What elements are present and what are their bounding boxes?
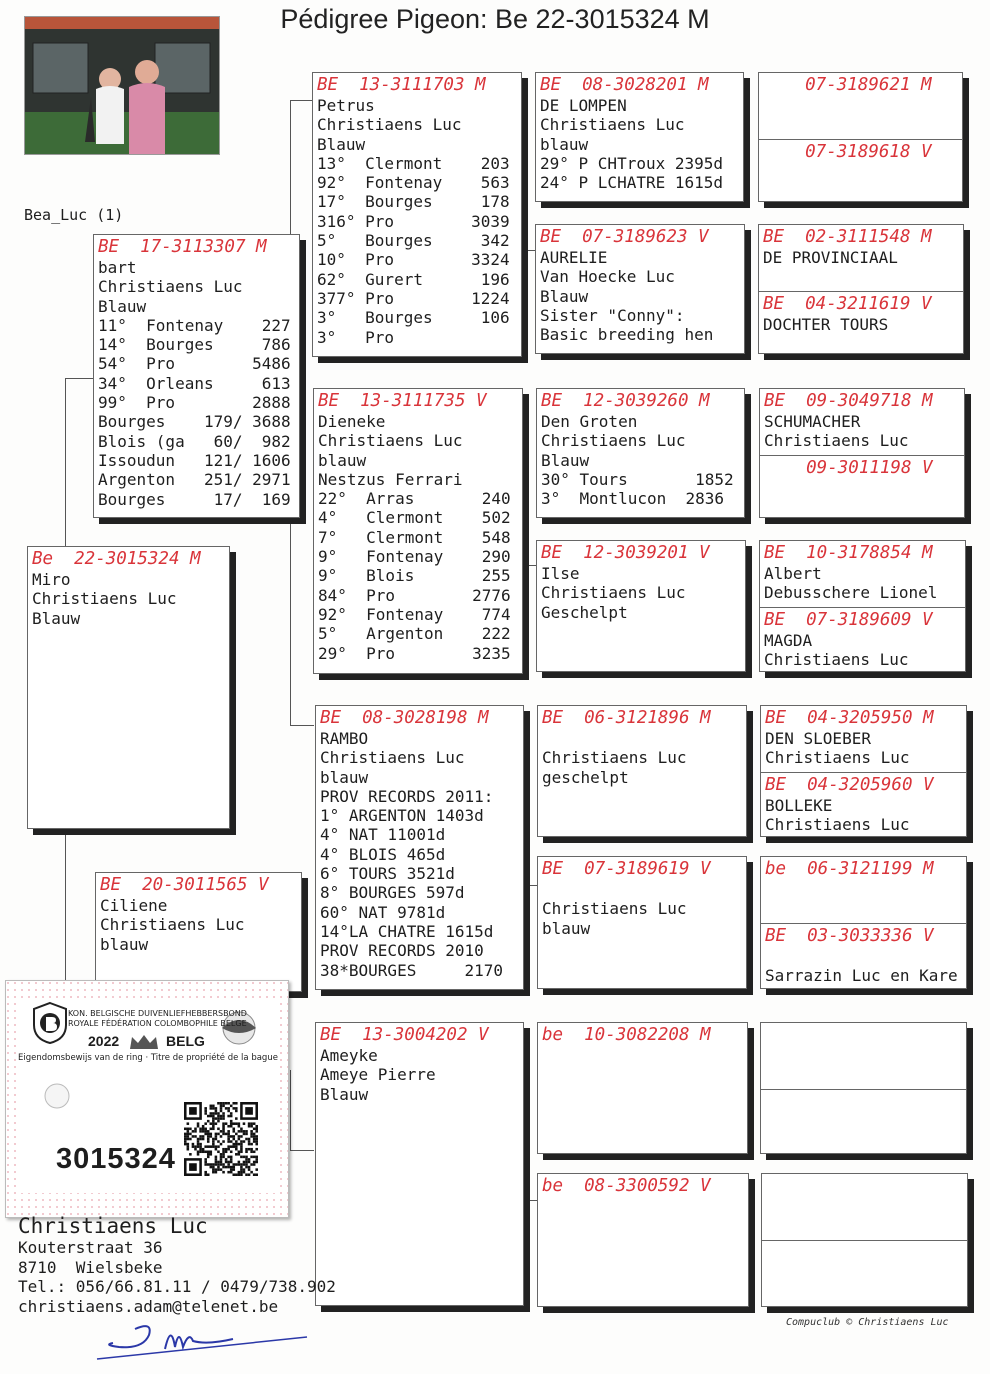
detail-line: Blauw (320, 1084, 369, 1104)
detail-line: Ilse (541, 564, 580, 583)
detail-line: 316° Pro 3039 (317, 211, 510, 231)
detail-line: DOCHTER TOURS (763, 315, 889, 334)
gen3-ring: be 08-3300592 V (542, 1176, 711, 1196)
gen4-details (765, 947, 962, 986)
detail-line: Christiaens Luc (540, 115, 685, 135)
federation-logo-icon (32, 1001, 68, 1045)
detail-line: 5° Bourges 342 (317, 231, 510, 251)
dam-details (100, 896, 297, 954)
bracket-line (290, 1070, 291, 1150)
gen3-ring: BE 06-3121896 M (542, 708, 711, 728)
gen2-card (312, 72, 522, 357)
gen4-ring: BE 10-3178854 M (764, 543, 933, 563)
subject-pigeon-card (27, 546, 230, 829)
gen3-card (535, 72, 744, 202)
detail-line: 34° Orleans 613 (98, 373, 291, 393)
detail-line: 3° Montlucon 2836 (541, 489, 725, 509)
detail-line: Blois (ga 60/ 982 (98, 431, 291, 451)
detail-line: 62° Gurert 196 (317, 269, 510, 289)
detail-line: 5° Argenton 222 (318, 624, 511, 644)
detail-line: Blauw (32, 608, 81, 628)
gen3-card (537, 1022, 748, 1154)
detail-line: Christiaens Luc (765, 815, 910, 835)
bracket-line (290, 516, 291, 726)
gen4-pair-card (758, 72, 963, 202)
card-country: BELG (166, 1033, 205, 1049)
detail-line: Sister "Conny": (540, 305, 685, 325)
detail-line: Nestzus Ferrari (318, 469, 463, 489)
detail-line: Ameye Pierre (320, 1065, 436, 1085)
owner-name: Christiaens Luc (18, 1214, 208, 1238)
detail-line: Christiaens Luc (764, 650, 909, 670)
federation-name-nl: KON. BELGISCHE DUIVENLIEFHEBBERSBOND (68, 1009, 247, 1018)
detail-line: Christiaens Luc (318, 431, 463, 451)
owner-address (18, 1214, 336, 1316)
detail-line: PROV RECORDS 2010 (320, 941, 484, 961)
gen4-details (764, 564, 961, 603)
detail-line: Christiaens Luc (542, 899, 687, 919)
detail-line: DEN SLOEBER (765, 729, 871, 748)
detail-line: Van Hoecke Luc (540, 267, 675, 287)
federation-name-fr: ROYALE FÉDÉRATION COLOMBOPHILE BELGE (68, 1019, 247, 1028)
gen4-ring: be 06-3121199 M (765, 859, 934, 879)
gen2-details (317, 96, 517, 347)
gen4-ring: BE 03-3033336 V (765, 926, 934, 946)
gen4-ring: BE 07-3189609 V (764, 610, 933, 630)
detail-line: 7° Clermont 548 (318, 527, 511, 547)
gen4-ring: 07-3189618 V (763, 142, 932, 162)
owner-tag: Bea_Luc (1) (24, 206, 124, 224)
gen4-details (764, 412, 960, 451)
gen2-card (315, 705, 524, 990)
gen3-card (536, 388, 745, 518)
detail-line: 29° Pro 3235 (318, 643, 511, 663)
bracket-line (65, 378, 66, 548)
detail-line: Blauw (98, 296, 147, 316)
detail-line (765, 947, 962, 966)
gen2-details (318, 412, 518, 663)
gen4-details (763, 248, 959, 267)
detail-line: blauw (318, 450, 367, 470)
detail-line: AURELIE (540, 248, 608, 267)
crown-icon (128, 1033, 160, 1051)
detail-line: 3° Pro (317, 327, 395, 347)
detail-line: Dieneke (318, 412, 386, 431)
owner-city: 8710 Wielsbeke (18, 1257, 163, 1277)
detail-line: blauw (540, 134, 589, 154)
dam-ring: BE 20-3011565 V (100, 875, 269, 895)
detail-line: geschelpt (542, 767, 629, 787)
detail-line: 38*BOURGES 2170 (320, 960, 504, 980)
gen2-card (315, 1022, 524, 1306)
gen4-ring: BE 04-3205960 V (765, 775, 934, 795)
gen3-card (537, 1173, 749, 1307)
detail-line: 99° Pro 2888 (98, 393, 291, 413)
detail-line: Christiaens Luc (100, 915, 245, 935)
gen4-ring: BE 04-3211619 V (763, 294, 932, 314)
detail-line: 4° Clermont 502 (318, 508, 511, 528)
detail-line: PROV RECORDS 2011: (320, 786, 494, 806)
bracket-line (290, 100, 314, 101)
detail-line: Albert (764, 564, 822, 583)
detail-line: blauw (542, 918, 591, 938)
detail-line: 92° Fontenay 563 (317, 173, 510, 193)
gen3-card (537, 856, 747, 989)
gen3-ring: BE 07-3189619 V (542, 859, 711, 879)
detail-line: Christiaens Luc (98, 277, 243, 297)
detail-line: 22° Arras 240 (318, 489, 511, 509)
gen4-details (763, 315, 959, 334)
detail-line: BOLLEKE (765, 796, 833, 815)
subject-details (32, 570, 225, 628)
gen3-details (541, 412, 740, 508)
dam-card (95, 872, 302, 992)
detail-line: 9° Fontenay 290 (318, 547, 511, 567)
detail-line: 14° Bourges 786 (98, 335, 291, 355)
detail-line: Petrus (317, 96, 375, 115)
detail-line: 1° ARGENTON 1403d (320, 806, 484, 826)
detail-line: RAMBO (320, 729, 369, 748)
owner-email: christiaens.adam@telenet.be (18, 1296, 279, 1316)
detail-line: Christiaens Luc (764, 431, 909, 451)
detail-line: Christiaens Luc (320, 748, 465, 768)
detail-line: 84° Pro 2776 (318, 585, 511, 605)
gen4-pair-card (760, 1022, 967, 1154)
gen3-details (540, 96, 739, 192)
detail-line: 30° Tours 1852 (541, 469, 734, 489)
owner-phone: Tel.: 056/66.81.11 / 0479/738.902 (18, 1277, 336, 1296)
detail-line: 92° Fontenay 774 (318, 604, 511, 624)
gen4-pair-card (758, 224, 964, 354)
gen3-details (542, 729, 742, 787)
card-year: 2022 (88, 1033, 120, 1049)
detail-line: 54° Pro 5486 (98, 354, 291, 374)
detail-line: Blauw (317, 134, 366, 154)
detail-line: Christiaens Luc (317, 115, 462, 135)
detail-line: Bourges 17/ 169 (98, 489, 291, 509)
gen3-card (535, 224, 745, 354)
detail-line: MAGDA (764, 631, 813, 650)
breeder-photo (24, 16, 220, 155)
ring-ownership-card (5, 980, 289, 1218)
detail-line (542, 729, 742, 748)
page-title: Pédigree Pigeon: Be 22-3015324 M (280, 4, 710, 34)
gen4-pair-card (761, 1173, 968, 1307)
sire-ring: BE 17-3113307 M (98, 237, 267, 257)
detail-line: Christiaens Luc (765, 748, 910, 768)
detail-line: Argenton 251/ 2971 (98, 470, 291, 490)
detail-line: Ameyke (320, 1046, 378, 1065)
detail-line: Bourges 179/ 3688 (98, 412, 291, 432)
gen4-ring: BE 09-3049718 M (764, 391, 933, 411)
gen2-details (320, 1046, 519, 1104)
detail-line: SCHUMACHER (764, 412, 861, 431)
detail-line: Miro (32, 570, 71, 589)
detail-line: Christiaens Luc (541, 583, 686, 603)
footer-credit: Compuclub © Christiaens Luc (786, 1317, 949, 1328)
detail-line: 14°LA CHATRE 1615d (320, 921, 494, 941)
detail-line: 4° NAT 11001d (320, 825, 446, 845)
detail-line: 17° Bourges 178 (317, 192, 510, 212)
gen3-ring: BE 07-3189623 V (540, 227, 709, 247)
detail-line (542, 880, 742, 899)
subject-ring: Be 22-3015324 M (32, 549, 201, 569)
gen4-pair-card (760, 856, 967, 989)
detail-line: DE PROVINCIAAL (763, 248, 898, 267)
bracket-line (65, 378, 95, 379)
gen3-card (536, 540, 746, 672)
detail-line: Ciliene (100, 896, 168, 915)
gen4-details (765, 729, 962, 768)
detail-line: blauw (320, 767, 369, 787)
detail-line: Geschelpt (541, 602, 628, 622)
bracket-line (290, 100, 291, 238)
detail-line: Blauw (540, 286, 589, 306)
detail-line: 8° BOURGES 597d (320, 883, 465, 903)
signature (95, 1315, 310, 1365)
detail-line: Sarrazin Luc en Kare (765, 966, 958, 986)
gen2-details (320, 729, 519, 980)
gen4-ring: 09-3011198 V (764, 458, 933, 478)
gen3-details (542, 880, 742, 938)
owner-street: Kouterstraat 36 (18, 1238, 163, 1257)
card-title: Eigendomsbewijs van de ring · Titre de propriété de la bague (18, 1053, 278, 1063)
gen3-ring: be 10-3082208 M (542, 1025, 711, 1045)
detail-line: 3° Bourges 106 (317, 308, 510, 328)
detail-line: Christiaens Luc (541, 431, 686, 451)
detail-line: Issoudun 121/ 1606 (98, 450, 291, 470)
detail-line: Christiaens Luc (542, 748, 687, 768)
gen4-pair-card (759, 540, 966, 672)
qr-code (184, 1102, 258, 1176)
detail-line: 13° Clermont 203 (317, 153, 510, 173)
gen4-details (765, 796, 962, 835)
gen4-pair-card (760, 705, 967, 837)
gen2-ring: BE 13-3111735 V (318, 391, 487, 411)
card-punch-hole (40, 1079, 74, 1113)
detail-line: 11° Fontenay 227 (98, 315, 291, 335)
gen3-details (540, 248, 740, 344)
gen4-details (764, 631, 961, 670)
detail-line: blauw (100, 934, 149, 954)
gen3-details (541, 564, 741, 622)
gen2-card (313, 388, 523, 674)
card-ring-number: 3015324 (56, 1143, 176, 1175)
gen2-ring: BE 13-3004202 V (320, 1025, 489, 1045)
sire-card (93, 234, 300, 518)
detail-line: Christiaens Luc (32, 589, 177, 609)
detail-line: Den Groten (541, 412, 638, 431)
detail-line: 10° Pro 3324 (317, 250, 510, 270)
sire-details (98, 258, 295, 509)
gen4-pair-card (759, 388, 965, 518)
gen2-ring: BE 08-3028198 M (320, 708, 489, 728)
detail-line: 24° P LCHATRE 1615d (540, 173, 724, 193)
detail-line: DE LOMPEN (540, 96, 627, 115)
detail-line: 60° NAT 9781d (320, 902, 446, 922)
detail-line: 29° P CHTroux 2395d (540, 153, 724, 173)
gen4-ring: BE 04-3205950 M (765, 708, 934, 728)
gen3-card (537, 705, 747, 837)
card-federation (68, 1009, 278, 1029)
detail-line: Basic breeding hen (540, 325, 714, 345)
gen4-ring: BE 02-3111548 M (763, 227, 932, 247)
gen4-ring: 07-3189621 M (763, 75, 932, 95)
detail-line: bart (98, 258, 137, 277)
detail-line: 377° Pro 1224 (317, 288, 510, 308)
gen2-ring: BE 13-3111703 M (317, 75, 486, 95)
gen3-ring: BE 12-3039201 V (541, 543, 710, 563)
gen3-ring: BE 12-3039260 M (541, 391, 710, 411)
bracket-line (290, 1150, 314, 1151)
detail-line: 6° TOURS 3521d (320, 864, 455, 884)
detail-line: Debusschere Lionel (764, 583, 938, 603)
bracket-line (290, 725, 314, 726)
detail-line: 9° Blois 255 (318, 566, 511, 586)
detail-line: Blauw (541, 450, 590, 470)
gen3-ring: BE 08-3028201 M (540, 75, 709, 95)
detail-line: 4° BLOIS 465d (320, 844, 446, 864)
